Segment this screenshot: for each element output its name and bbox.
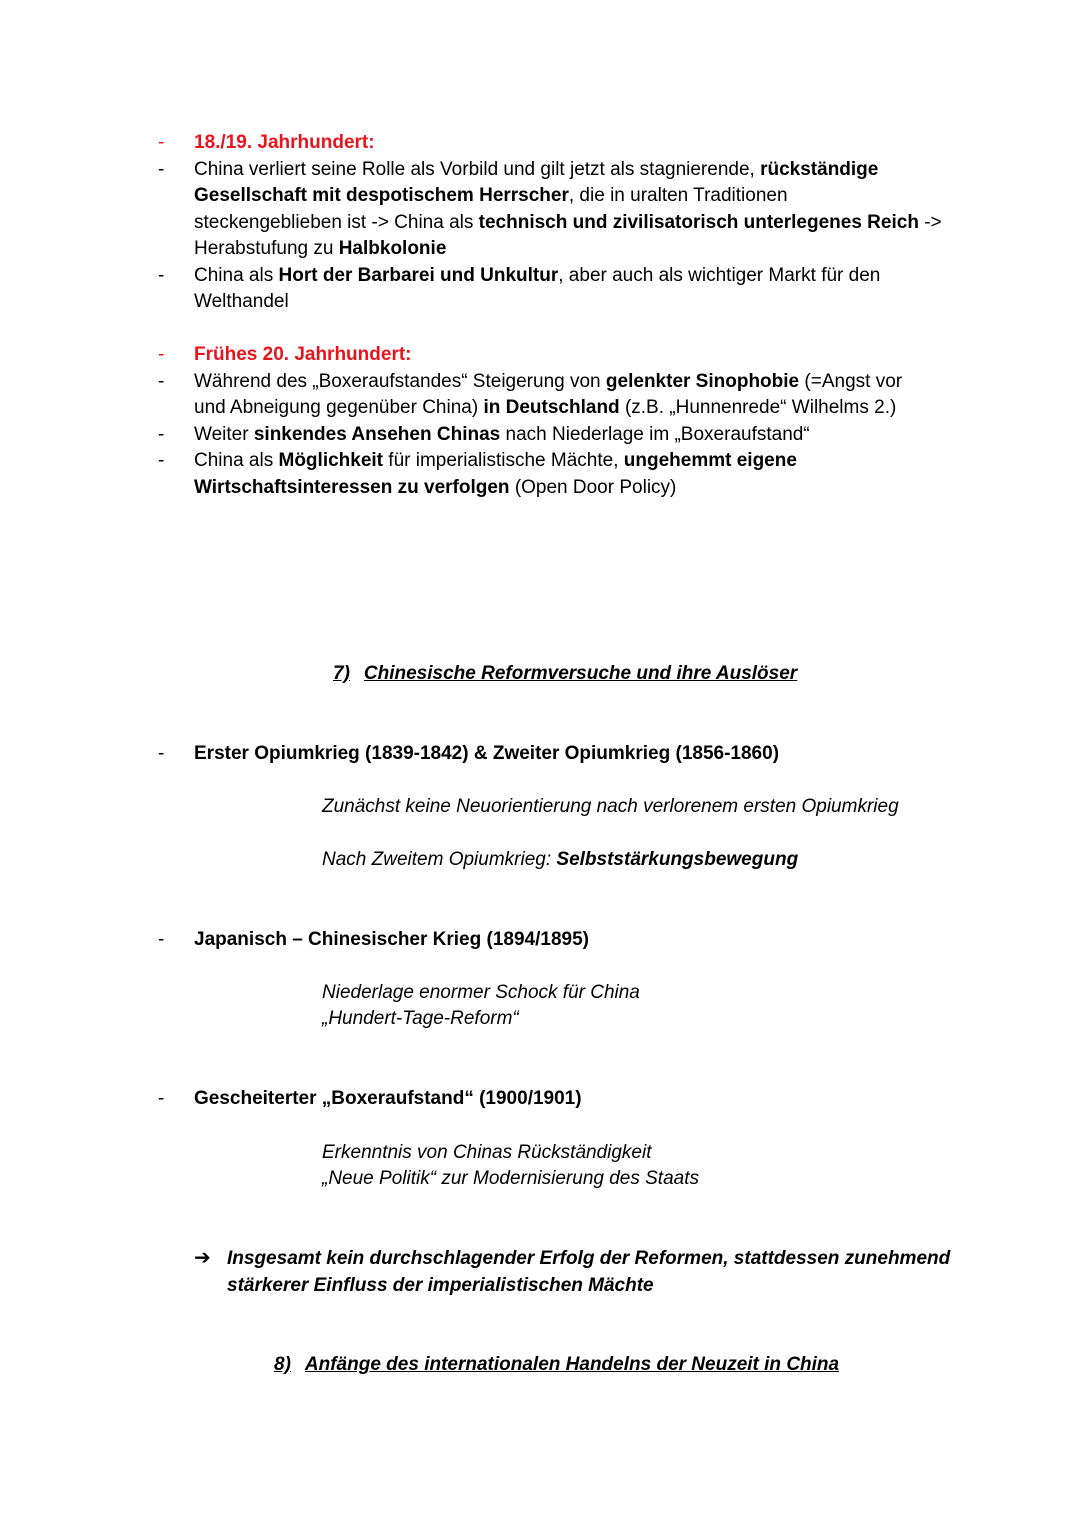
paragraph-line: China als Hort der Barbarei und Unkultur, aber auch als wichtiger Markt für den	[194, 265, 881, 286]
bullet-dash: -	[158, 132, 165, 153]
arrow-right-icon: ➔	[194, 1247, 211, 1269]
sub-point: Niederlage enormer Schock für China	[322, 982, 640, 1003]
bullet-dash: -	[158, 450, 165, 471]
reform-trigger-boxer-rebellion: Gescheiterter „Boxeraufstand“ (1900/1901)	[194, 1088, 582, 1109]
paragraph-line: Während des „Boxeraufstandes“ Steigerung von gelenkter Sinophobie (=Angst vor	[194, 371, 903, 392]
paragraph-line: Welthandel	[194, 291, 289, 312]
conclusion-line: Insgesamt kein durchschlagender Erfolg der Reformen, stattdessen zunehmend	[227, 1248, 951, 1269]
bullet-dash: -	[158, 371, 165, 392]
bullet-dash: -	[158, 159, 165, 180]
paragraph-line: und Abneigung gegenüber China) in Deutschland (z.B. „Hunnenrede“ Wilhelms 2.)	[194, 397, 897, 418]
bullet-dash: -	[158, 929, 165, 950]
paragraph-line: steckengeblieben ist -> China als technisch und zivilisatorisch unterlegenes Reich ->	[194, 212, 942, 233]
reform-trigger-sino-japanese-war: Japanisch – Chinesischer Krieg (1894/1895)	[194, 929, 589, 950]
sub-point: Nach Zweitem Opiumkrieg: Selbststärkungsbewegung	[322, 849, 799, 870]
reform-trigger-opium-wars: Erster Opiumkrieg (1839-1842) & Zweiter Opiumkrieg (1856-1860)	[194, 743, 780, 764]
paragraph-line: Wirtschaftsinteressen zu verfolgen (Open Door Policy)	[194, 477, 677, 498]
section-7-heading: 7) Chinesische Reformversuche und ihre Auslöser	[333, 663, 798, 684]
conclusion-line: stärkerer Einfluss der imperialistischen Mächte	[227, 1275, 654, 1296]
sub-point: „Neue Politik“ zur Modernisierung des Staats	[322, 1168, 700, 1189]
section-heading-20: Frühes 20. Jahrhundert:	[194, 344, 412, 365]
bullet-dash: -	[158, 265, 165, 286]
bullet-dash: -	[158, 424, 165, 445]
bullet-dash: -	[158, 743, 165, 764]
sub-point: „Hundert-Tage-Reform“	[322, 1008, 519, 1029]
paragraph-line: Weiter sinkendes Ansehen Chinas nach Niederlage im „Boxeraufstand“	[194, 424, 810, 445]
section-heading-18-19: 18./19. Jahrhundert:	[194, 132, 375, 153]
paragraph-line: Herabstufung zu Halbkolonie	[194, 238, 447, 259]
section-8-heading: 8) Anfänge des internationalen Handelns der Neuzeit in China	[274, 1354, 840, 1375]
paragraph-line: China verliert seine Rolle als Vorbild und gilt jetzt als stagnierende, rückständige	[194, 159, 879, 180]
paragraph-line: Gesellschaft mit despotischem Herrscher, die in uralten Traditionen	[194, 185, 788, 206]
bullet-dash: -	[158, 1088, 165, 1109]
sub-point: Zunächst keine Neuorientierung nach verlorenem ersten Opiumkrieg	[322, 796, 899, 817]
paragraph-line: China als Möglichkeit für imperialistische Mächte, ungehemmt eigene	[194, 450, 797, 471]
sub-point: Erkenntnis von Chinas Rückständigkeit	[322, 1142, 652, 1163]
bullet-dash: -	[158, 344, 165, 365]
